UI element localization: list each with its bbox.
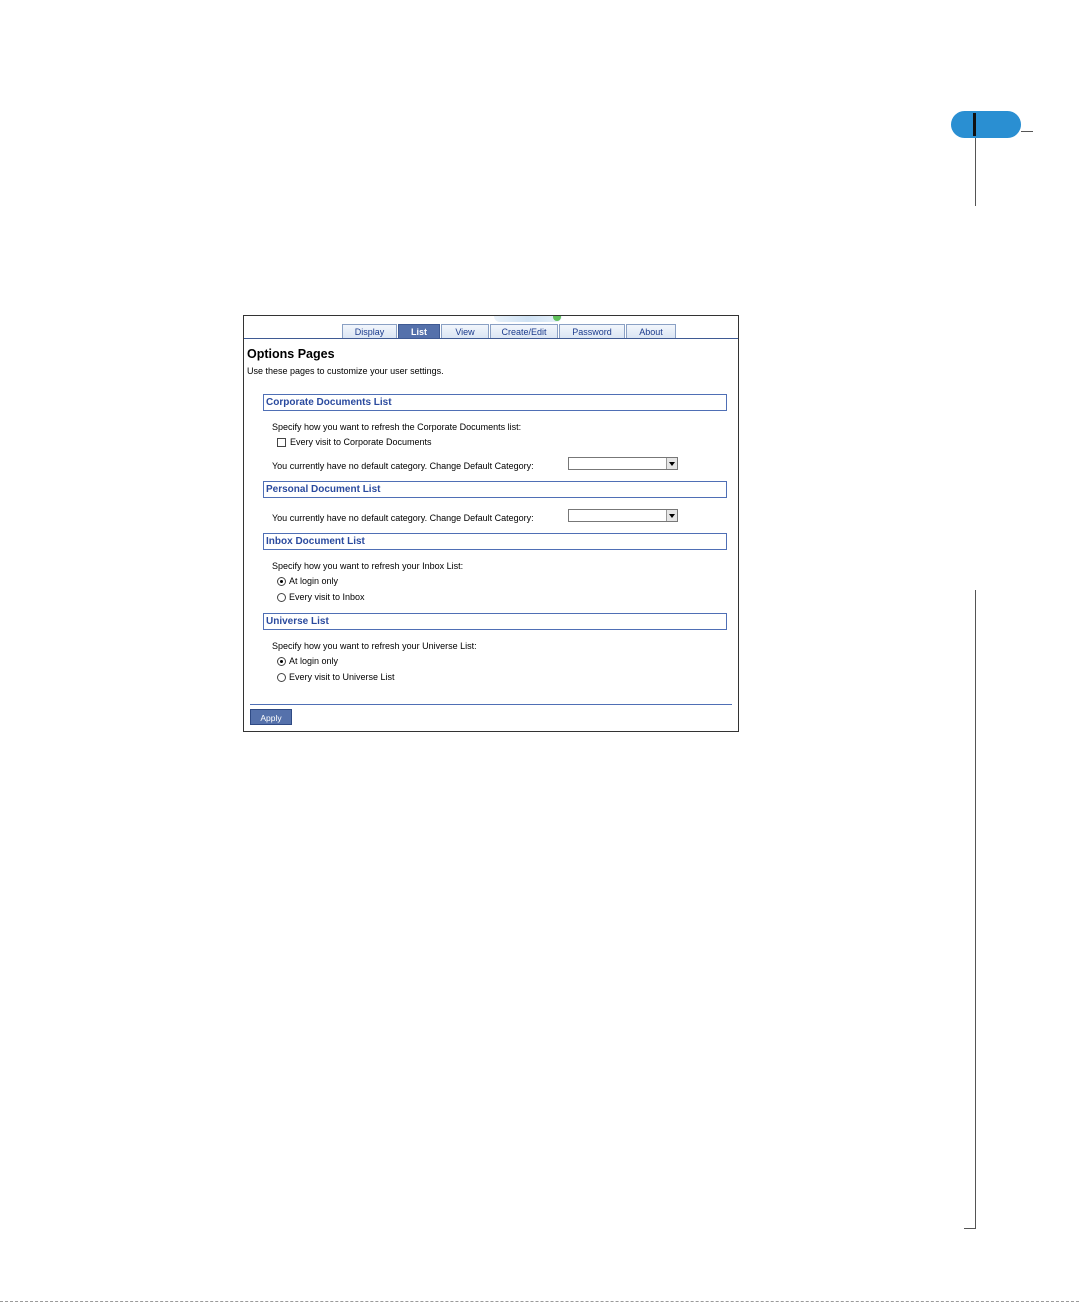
inbox-login-radio[interactable] — [277, 577, 286, 586]
chapter-tab-rule — [1021, 131, 1033, 132]
personal-default-category-select[interactable] — [568, 509, 678, 522]
footer-divider — [250, 704, 732, 705]
page-title: Options Pages — [247, 347, 335, 361]
apply-button[interactable]: Apply — [250, 709, 292, 725]
inbox-login-label: At login only — [289, 576, 339, 586]
inbox-every-visit-radio[interactable] — [277, 593, 286, 602]
universe-option-every-visit[interactable] — [277, 672, 395, 682]
corporate-refresh-prompt: Specify how you want to refresh the Corporate Documents list: — [272, 422, 522, 432]
inbox-option-every-visit[interactable] — [277, 592, 365, 602]
universe-login-label: At login only — [289, 656, 339, 666]
inbox-option-login[interactable] — [277, 576, 338, 586]
corporate-every-visit-checkbox[interactable] — [277, 438, 286, 447]
margin-rule-foot — [964, 1228, 976, 1229]
universe-refresh-prompt: Specify how you want to refresh your Universe List: — [272, 641, 477, 651]
personal-default-category-text: You currently have no default category. Change Default Category: — [272, 513, 534, 523]
universe-every-visit-radio[interactable] — [277, 673, 286, 682]
corporate-every-visit-option[interactable] — [277, 437, 432, 447]
section-header-corporate: Corporate Documents List — [263, 394, 727, 411]
options-tabs — [342, 322, 677, 339]
margin-rule-top — [975, 138, 976, 206]
inbox-every-visit-label: Every visit to Inbox — [289, 592, 365, 602]
tab-view[interactable]: View — [441, 324, 489, 339]
universe-option-login[interactable] — [277, 656, 338, 666]
universe-login-radio[interactable] — [277, 657, 286, 666]
tabs-underline — [244, 338, 738, 339]
corporate-default-category-select[interactable] — [568, 457, 678, 470]
options-window — [243, 315, 739, 732]
tab-password[interactable]: Password — [559, 324, 625, 339]
section-header-universe: Universe List — [263, 613, 727, 630]
corporate-default-category-text: You currently have no default category. Change Default Category: — [272, 461, 534, 471]
chevron-down-icon[interactable] — [666, 510, 677, 521]
section-header-personal: Personal Document List — [263, 481, 727, 498]
inbox-refresh-prompt: Specify how you want to refresh your Inbox List: — [272, 561, 464, 571]
tab-display[interactable]: Display — [342, 324, 397, 339]
chevron-down-icon[interactable] — [666, 458, 677, 469]
corporate-every-visit-label: Every visit to Corporate Documents — [290, 437, 432, 447]
chapter-tab — [951, 111, 1021, 138]
chapter-tab-marker — [973, 113, 976, 136]
tab-create-edit[interactable]: Create/Edit — [490, 324, 558, 339]
margin-rule — [975, 590, 976, 1229]
universe-every-visit-label: Every visit to Universe List — [289, 672, 395, 682]
page-bottom-rule — [0, 1301, 1079, 1302]
section-header-inbox: Inbox Document List — [263, 533, 727, 550]
page-subtitle: Use these pages to customize your user settings. — [247, 366, 444, 376]
tab-list[interactable]: List — [398, 324, 440, 339]
tab-about[interactable]: About — [626, 324, 676, 339]
